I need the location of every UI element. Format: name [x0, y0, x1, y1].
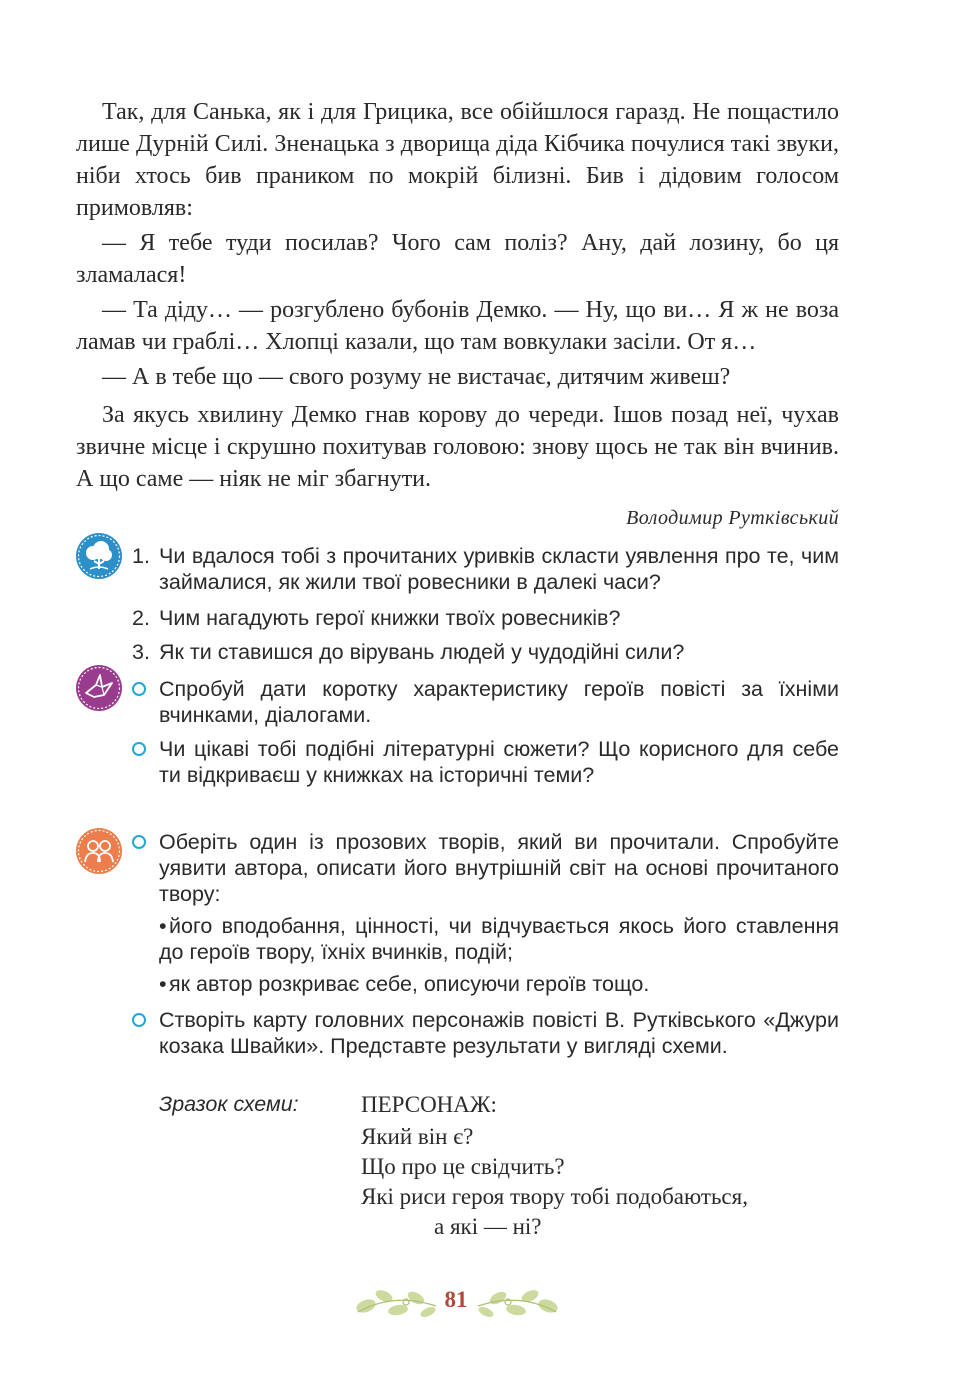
- creative-task-2: Чи цікаві тобі подібні літературні сюжети? Що корисного для себе ти відкриваєш у книжках на історичні теми?: [132, 736, 839, 788]
- cloud-tree-icon: [74, 531, 124, 581]
- story-paragraph: За якусь хвилину Демко гнав корову до череди. Ішов позад неї, чухав звичне місце і скрушно похитував головою: знову щось не так він вчинив. А що саме — ніяк не міг збагнути.: [76, 402, 839, 492]
- scheme-label: Зразок схеми:: [159, 1092, 299, 1116]
- scheme-line: ПЕРСОНАЖ:: [361, 1092, 497, 1117]
- group-subitem-1: • його вподобання, цінності, чи відчувається якось його ставлення до героїв твору, їхніх вчинків, подій;: [159, 914, 839, 964]
- story-dialogue: — А в тебе що — свого розуму не вистачає, дитячим живеш?: [102, 364, 731, 390]
- author-name: Володимир Рутківський: [626, 507, 839, 529]
- origami-crane-icon: [74, 663, 124, 713]
- question-1: 1. Чи вдалося тобі з прочитаних уривків скласти уявлення про те, чим займалися, як жили твої ровесники в далекі часи?: [132, 544, 839, 594]
- page-number: 81: [444, 1287, 468, 1312]
- group-subitem-2: • як автор розкриває себе, описуючи героїв тощо.: [159, 972, 650, 996]
- question-3: 3. Як ти ставишся до вірувань людей у чудодійні сили?: [132, 640, 685, 664]
- bullet-circle: [132, 682, 146, 696]
- story-text: [76, 96, 839, 495]
- creative-task-1: Спробуй дати коротку характеристику героїв повісті за їхніми вчинками, діалогами.: [132, 676, 839, 728]
- scheme-line: Які риси героя твору тобі подобаються,: [361, 1184, 748, 1209]
- group-task-1: Оберіть один із прозових творів, який ви прочитали. Спробуйте уявити автора, описати його внутрішній світ на основі прочитаного твору:: [132, 829, 839, 907]
- story-dialogue: — Я тебе туди посилав? Чого сам поліз? Ану, дай лозину, бо ця зламалася!: [76, 230, 839, 288]
- bullet-circle: [132, 742, 146, 756]
- scheme-line: Який він є?: [361, 1124, 474, 1149]
- bullet-circle: [132, 1013, 146, 1027]
- story-paragraph: Так, для Санька, як і для Грицика, все обійшлося гаразд. Не пощастило лише Дурній Силі. Зненацька з дворища діда Кібчика почулися такі звуки, ніби хтось бив праником по мокрій білизні. Бив і дідовим голосом примовляв:: [76, 99, 839, 221]
- bullet-circle: [132, 835, 146, 849]
- scheme-line: Що про це свідчить?: [361, 1154, 565, 1179]
- scheme-line: а які — ні?: [434, 1214, 542, 1239]
- question-2: 2. Чим нагадують герої книжки твоїх ровесників?: [132, 606, 621, 630]
- two-people-icon: [74, 826, 124, 876]
- group-task-2: Створіть карту головних персонажів повісті В. Рутківського «Джури козака Швайки». Представте результати у вигляді схеми.: [132, 1007, 839, 1059]
- story-dialogue: — Та діду… — розгублено бубонів Демко. — Ну, що ви… Я ж не воза ламав чи граблі… Хлопці казали, що там вовкулаки засіли. От я…: [76, 297, 839, 355]
